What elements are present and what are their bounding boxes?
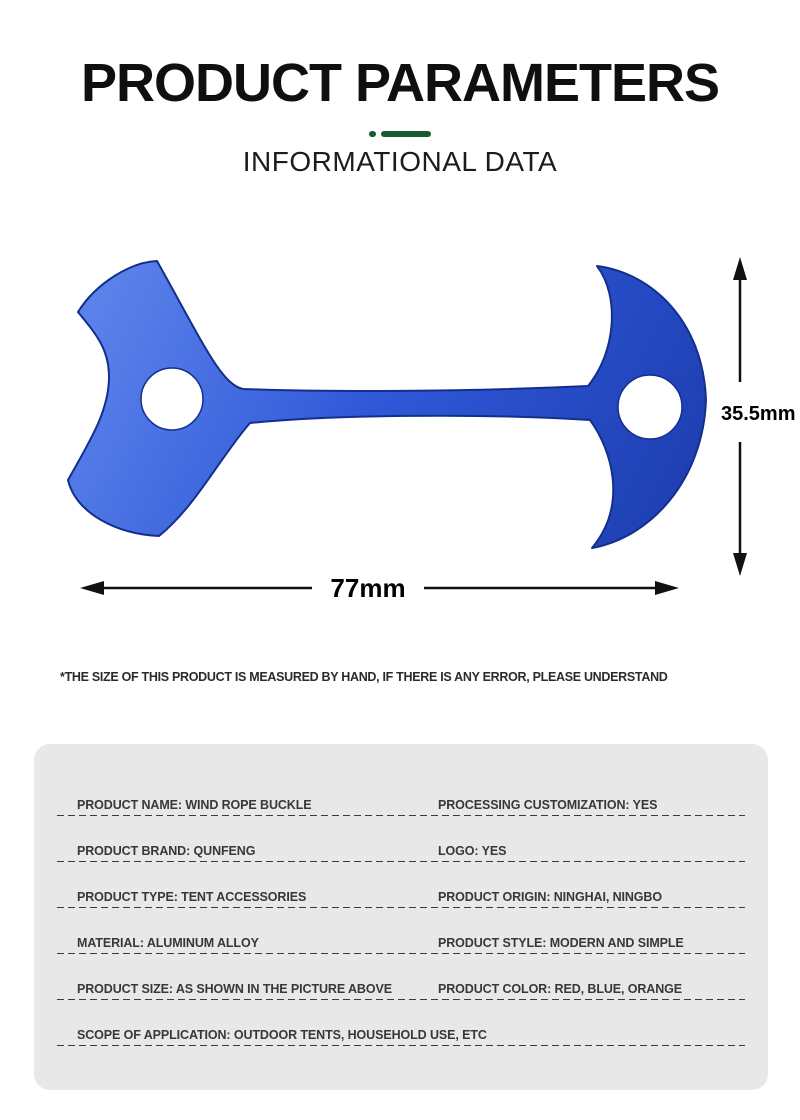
product-figure xyxy=(0,230,800,630)
spec-label-left: PRODUCT NAME: WIND ROPE BUCKLE xyxy=(77,798,312,812)
divider-bar xyxy=(381,131,431,137)
spec-row xyxy=(57,770,745,816)
spec-card xyxy=(34,744,768,1090)
spec-row xyxy=(57,862,745,908)
spec-label-right: PRODUCT ORIGIN: NINGHAI, NINGBO xyxy=(438,890,662,904)
page-title: PRODUCT PARAMETERS xyxy=(80,53,719,113)
spec-label-left: MATERIAL: ALUMINUM ALLOY xyxy=(77,936,259,950)
buckle-hole-left xyxy=(141,368,203,430)
buckle-hole-right xyxy=(618,375,682,439)
spec-rows xyxy=(57,770,745,1046)
divider-dot xyxy=(369,131,376,137)
spec-label-right: PROCESSING CUSTOMIZATION: YES xyxy=(438,798,658,812)
spec-label-right: LOGO: YES xyxy=(438,844,507,858)
size-disclaimer: *THE SIZE OF THIS PRODUCT IS MEASURED BY HAND, IF THERE IS ANY ERROR, PLEASE UNDERSTAND xyxy=(60,670,668,684)
spec-label-left: PRODUCT SIZE: AS SHOWN IN THE PICTURE ABOVE xyxy=(77,982,392,996)
page-subtitle: INFORMATIONAL DATA xyxy=(242,146,558,177)
spec-label-left: SCOPE OF APPLICATION: OUTDOOR TENTS, HOUSEHOLD USE, ETC xyxy=(77,1028,487,1042)
spec-row xyxy=(57,816,745,862)
spec-label-left: PRODUCT TYPE: TENT ACCESSORIES xyxy=(77,890,307,904)
title-divider xyxy=(0,131,800,137)
spec-label-right: PRODUCT COLOR: RED, BLUE, ORANGE xyxy=(438,982,683,996)
spec-row xyxy=(57,1000,745,1046)
spec-label-left: PRODUCT BRAND: QUNFENG xyxy=(77,844,256,858)
height-dimension-label: 35.5mm xyxy=(721,403,796,425)
spec-label-right: PRODUCT STYLE: MODERN AND SIMPLE xyxy=(438,936,684,950)
spec-row xyxy=(57,908,745,954)
width-dimension-label: 77mm xyxy=(330,573,406,603)
spec-row xyxy=(57,954,745,1000)
